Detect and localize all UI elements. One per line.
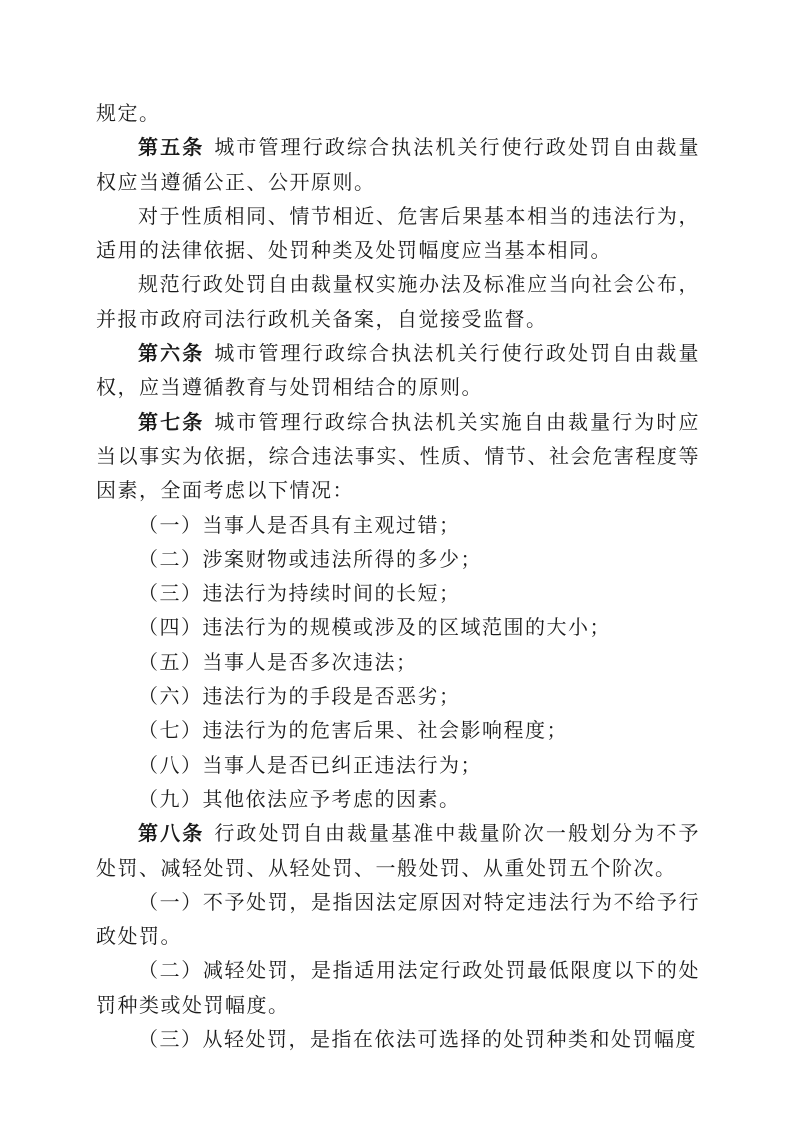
paragraph-text: （三）从轻处罚，是指在依法可选择的处罚种类和处罚幅度: [138, 1027, 697, 1052]
paragraph-text: 规范行政处罚自由裁量权实施办法及标准应当向社会公布，并报市政府司法行政机关备案，自觉接受监督。: [96, 272, 700, 331]
paragraph-text: 规定。: [96, 101, 161, 125]
paragraph: [96, 199, 700, 268]
paragraph: [96, 645, 700, 679]
paragraph-text: （四）违法行为的规模或涉及的区域范围的大小；: [138, 615, 611, 640]
paragraph-text: （一）不予处罚，是指因法定原因对特定违法行为不给予行政处罚。: [96, 889, 700, 949]
paragraph: [96, 267, 700, 336]
paragraph-text: （二）涉案财物或违法所得的多少；: [138, 546, 482, 571]
paragraph: [96, 748, 700, 782]
paragraph-text: （一）当事人是否具有主观过错；: [138, 512, 461, 537]
paragraph: [96, 96, 700, 130]
paragraph: [96, 1022, 700, 1056]
article-number: 第五条: [138, 135, 205, 160]
paragraph-text: （六）违法行为的手段是否恶劣；: [138, 684, 461, 709]
paragraph: [96, 713, 700, 747]
paragraph-text: （八）当事人是否已纠正违法行为；: [138, 752, 482, 777]
paragraph-text: （七）违法行为的危害后果、社会影响程度；: [138, 718, 568, 743]
paragraph-text: （三）违法行为持续时间的长短；: [138, 581, 461, 606]
paragraph: [96, 336, 700, 405]
article-number: 第六条: [138, 341, 205, 366]
paragraph: [96, 405, 700, 508]
paragraph: [96, 542, 700, 576]
paragraph: [96, 576, 700, 610]
article-number: 第八条: [138, 821, 205, 846]
paragraph: [96, 508, 700, 542]
document-body: [96, 96, 700, 1056]
paragraph-text: 对于性质相同、情节相近、危害后果基本相当的违法行为，适用的法律依据、处罚种类及处罚幅度应当基本相同。: [96, 203, 700, 263]
paragraph: [96, 679, 700, 713]
paragraph: [96, 130, 700, 199]
paragraph-text: （五）当事人是否多次违法；: [138, 649, 418, 674]
paragraph-text: 城市管理行政综合执法机关实施自由裁量行为时应当以事实为依据，综合违法事实、性质、情节、社会危害程度等因素，全面考虑以下情况：: [96, 409, 700, 503]
paragraph: [96, 816, 700, 885]
paragraph-text: （九）其他依法应予考虑的因素。: [138, 786, 461, 811]
paragraph-text: （二）减轻处罚，是指适用法定行政处罚最低限度以下的处罚种类或处罚幅度。: [96, 958, 700, 1017]
paragraph-text: 城市管理行政综合执法机关行使行政处罚自由裁量权，应当遵循教育与处罚相结合的原则。: [96, 341, 700, 400]
paragraph-text: 行政处罚自由裁量基准中裁量阶次一般划分为不予处罚、减轻处罚、从轻处罚、一般处罚、从重处罚五个阶次。: [96, 821, 700, 880]
paragraph: [96, 610, 700, 644]
paragraph: [96, 885, 700, 954]
paragraph-text: 城市管理行政综合执法机关行使行政处罚自由裁量权应当遵循公正、公开原则。: [96, 135, 700, 194]
paragraph: [96, 782, 700, 816]
article-number: 第七条: [138, 409, 205, 434]
paragraph: [96, 953, 700, 1022]
